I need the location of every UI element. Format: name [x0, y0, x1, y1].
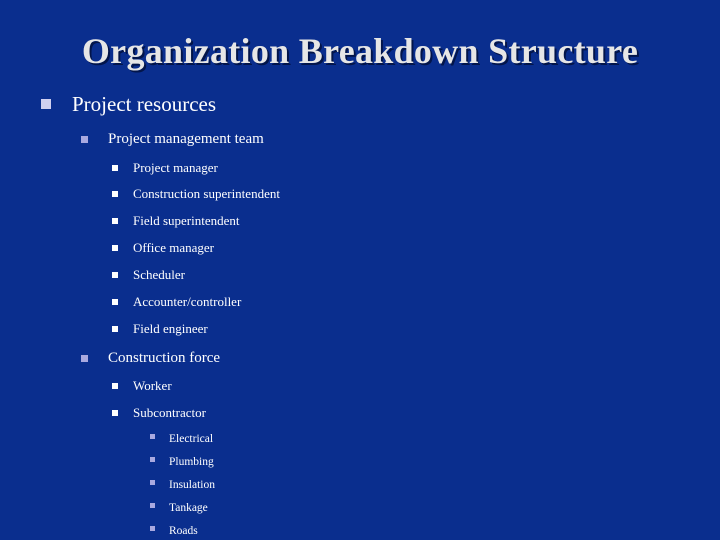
square-bullet-icon [41, 99, 51, 109]
list-item-subcontractor [112, 404, 206, 422]
square-bullet-icon [112, 299, 118, 305]
list-item-label: Field superintendent [133, 213, 240, 228]
list-item-worker [112, 377, 172, 395]
list-item-plumbing [150, 452, 214, 470]
list-item-field-engineer [112, 320, 208, 338]
square-bullet-icon [112, 410, 118, 416]
list-item-label: Project management team [108, 131, 264, 147]
list-item-roads [150, 521, 198, 539]
square-bullet-icon [112, 165, 118, 171]
list-item-label: Subcontractor [133, 405, 206, 420]
list-item-label: Electrical [169, 433, 214, 445]
list-item-label: Worker [133, 378, 172, 393]
list-item-construction-force [81, 349, 220, 367]
list-item-scheduler [112, 266, 185, 284]
list-item-label: Field engineer [133, 321, 208, 336]
square-bullet-icon [112, 383, 118, 389]
list-item-office-manager [112, 239, 214, 257]
list-item-label: Project manager [133, 160, 218, 175]
list-item-construction-superintendent [112, 185, 280, 203]
slide-title: Organization Breakdown Structure [81, 31, 639, 71]
list-item-label: Construction superintendent [133, 186, 280, 201]
square-bullet-icon [112, 245, 118, 251]
square-bullet-icon [81, 136, 88, 143]
list-item-label: Project resources [72, 92, 217, 116]
square-bullet-icon [81, 355, 88, 362]
square-bullet-icon [150, 480, 155, 485]
square-bullet-icon [150, 503, 155, 508]
square-bullet-icon [112, 272, 118, 278]
list-item-label: Roads [169, 525, 198, 537]
list-item-label: Scheduler [133, 267, 185, 282]
list-item-label: Office manager [133, 240, 214, 255]
list-item-project-resources [41, 92, 216, 117]
square-bullet-icon [112, 218, 118, 224]
list-item-management-team [81, 130, 264, 148]
square-bullet-icon [150, 434, 155, 439]
list-item-label: Tankage [169, 502, 208, 514]
square-bullet-icon [150, 457, 155, 462]
list-item-project-manager [112, 159, 218, 177]
square-bullet-icon [112, 191, 118, 197]
square-bullet-icon [112, 326, 118, 332]
list-item-label: Plumbing [169, 456, 214, 468]
list-item-label: Accounter/controller [133, 294, 242, 309]
list-item-tankage [150, 498, 208, 516]
list-item-accounter-controller [112, 293, 241, 311]
list-item-insulation [150, 475, 215, 493]
list-item-label: Insulation [169, 479, 215, 491]
list-item-field-superintendent [112, 212, 240, 230]
list-item-electrical [150, 429, 213, 447]
square-bullet-icon [150, 526, 155, 531]
list-item-label: Construction force [108, 350, 221, 366]
